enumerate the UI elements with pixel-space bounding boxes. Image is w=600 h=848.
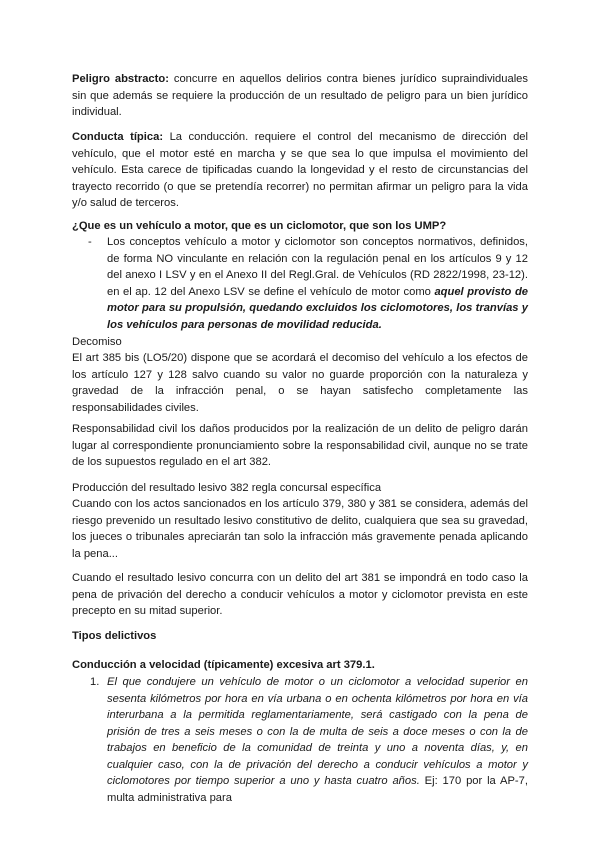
velocidad-article-paragraph [107, 674, 528, 806]
vehiculo-definition-paragraph [107, 234, 528, 333]
peligro-abstracto-term: Peligro abstracto: [72, 73, 169, 85]
peligro-abstracto-paragraph [72, 71, 528, 121]
decomiso-paragraph: El art 385 bis (LO5/20) dispone que se acordará el decomiso del vehículo a los efectos de los artículo 127 y 128 salvo cuando su valor no guarde proporción con la naturaleza y gravedad de la infracción penal, o se hayan satisfecho completamente las responsabilidades civiles. [72, 352, 528, 414]
responsabilidad-civil-paragraph: Responsabilidad civil los daños producidos por la realización de un delito de peligro darán lugar al correspondiente pronunciamiento sobre la responsabilidad civil, aunque no se trate de los supuestos regulado en el art 382. [72, 423, 528, 468]
conducta-tipica-term: Conducta típica: [72, 131, 164, 143]
conducta-tipica-paragraph [72, 129, 528, 212]
decomiso-heading: Decomiso [72, 336, 122, 348]
produccion-paragraph: Cuando con los actos sancionados en los artículo 379, 380 y 381 se considera, además del riesgo prevenido un resultado lesivo constitutivo de delito, cualquiera que sea su gravedad, los jueces o tribunales apreciarán tan solo la infracción más gravemente penada aplicando la pena... [72, 498, 528, 560]
vehiculo-definition-emphasis: aquel provisto de motor para su propulsión, quedando excluidos los ciclomotores, los tranvías y los vehículos para personas de movilidad reducida. [107, 285, 528, 331]
peligro-abstracto-text: concurre en aquellos delirios contra bienes jurídico supraindividuales sin que además se requiere la producción de un resultado de peligro para un bien jurídico individual. [72, 73, 528, 118]
bullet-dash: - [88, 236, 92, 248]
list-number: 1. [90, 676, 100, 688]
conducta-tipica-text: La conducción. requiere el control del mecanismo de dirección del vehículo, que el motor esté en marcha y se que sea lo que impulsa el movimiento del vehículo. Esta carece de tipificadas cuando la longevidad y el resto de circunstancias del trayecto recorrido (o que se pretendía recorrer) no permitan afirmar un peligro para la vida y/o salud de terceros. [72, 131, 529, 209]
tipos-delictivos-heading: Tipos delictivos [72, 630, 157, 642]
produccion-heading: Producción del resultado lesivo 382 regla concursal específica [72, 482, 382, 494]
vehiculo-definition-text: Los conceptos vehículo a motor y ciclomotor son conceptos normativos, definidos, de forma NO vinculante en relación con la regulación penal en los artículos 9 y 12 del anexo I LSV y en el Anexo II del Regl.Gral. de Vehículos (RD 2822/1998, 23-12). en el ap. 12 del Anexo LSV se define el vehículo de motor como [107, 236, 528, 298]
velocidad-article-quote: El que condujere un vehículo de motor o un ciclomotor a velocidad superior en sesenta kilómetros por hora en vía urbana o en ochenta kilómetros por hora en vía interurbana a la permitida reglamentariamente, será castigado con la pena de prisión de tres a seis meses o con la de multa de seis a doce meses o con la de trabajos en beneficio de la comunidad de treinta y uno a noventa días, y, en cualquier caso, con la de privación del derecho a conducir vehículos a motor y ciclomotores por tiempo superior a uno y hasta cuatro años. [107, 676, 528, 787]
vehiculo-question-heading: ¿Que es un vehículo a motor, que es un ciclomotor, que son los UMP? [72, 220, 447, 232]
velocidad-article-tail: Ej: 170 por la AP-7, multa administrativa para [107, 775, 528, 804]
velocidad-heading: Conducción a velocidad (típicamente) excesiva art 379.1. [72, 659, 375, 671]
concurso-paragraph: Cuando el resultado lesivo concurra con un delito del art 381 se impondrá en todo caso la pena de privación del derecho a conducir vehículos a motor y ciclomotor prevista en este precepto en su mitad superior. [72, 572, 528, 617]
